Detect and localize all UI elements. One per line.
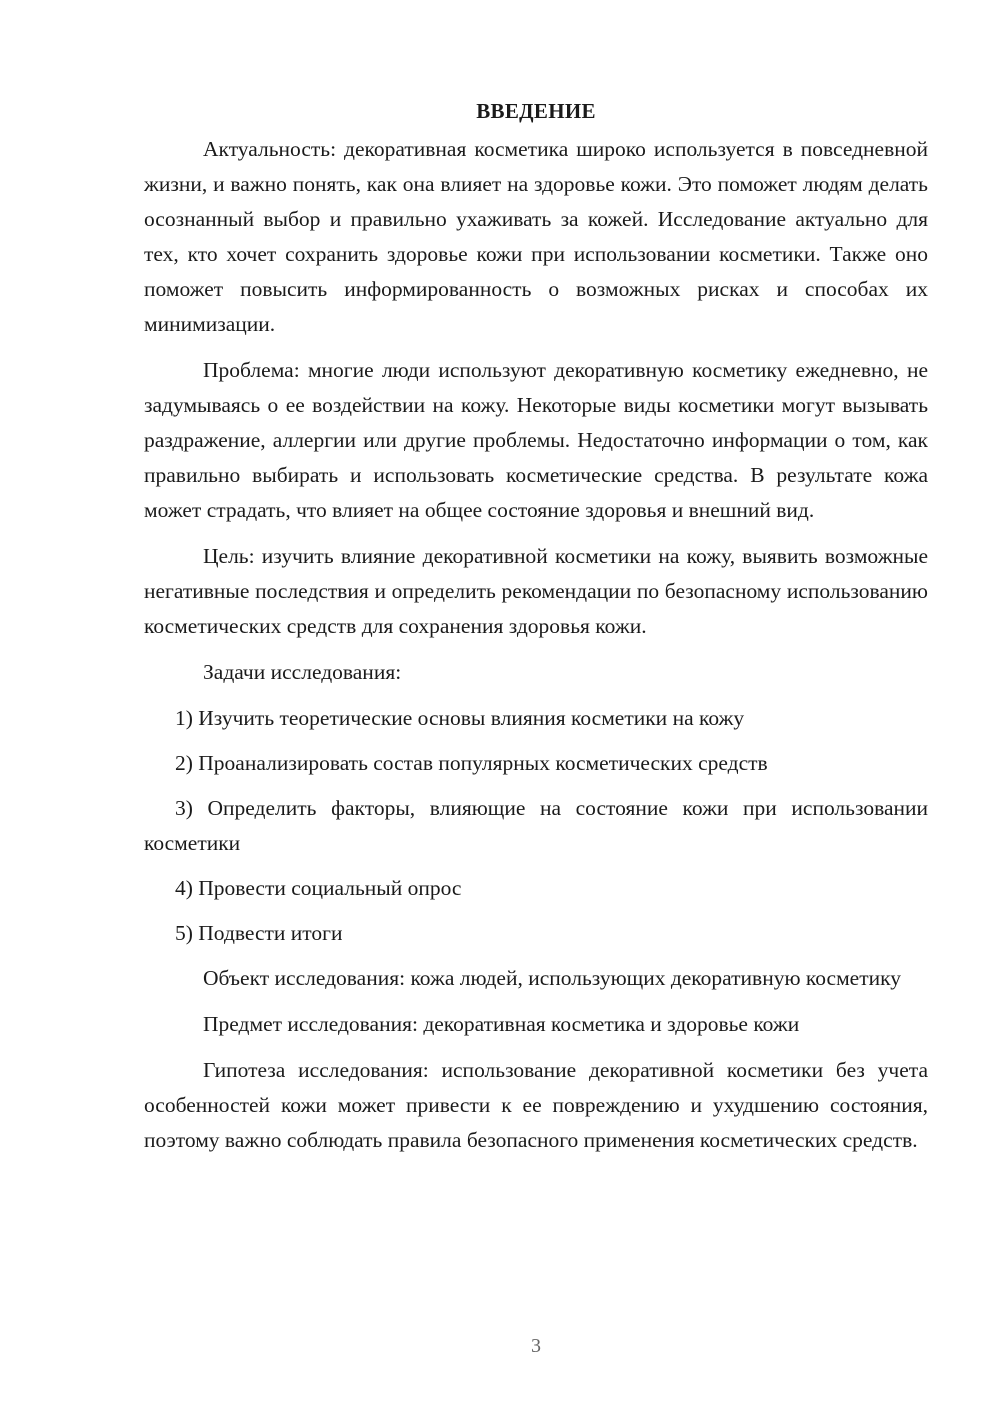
task-item-2: 2) Проанализировать состав популярных косметических средств [175,751,768,775]
tasks-heading: Задачи исследования: [203,660,402,684]
task-item-1: 1) Изучить теоретические основы влияния косметики на кожу [175,706,745,730]
paragraph-subject: Предмет исследования: декоративная косметика и здоровье кожи [203,1012,800,1036]
page-title: ВВЕДЕНИЕ [476,99,596,123]
paragraph-object: Объект исследования: кожа людей, использующих декоративную косметику [203,966,902,990]
text-column [144,90,928,1169]
paragraph-hypothesis: Гипотеза исследования: использование декоративной косметики без учета особенностей кожи может привести к ее повреждению и ухудшению состояния, поэтому важно соблюдать правила безопасного применения косметических средств. [144,1058,928,1152]
paragraph-goal: Цель: изучить влияние декоративной косметики на кожу, выявить возможные негативные последствия и определить рекомендации по безопасному использованию косметических средств для сохранения здоровья кожи. [144,544,928,638]
task-item-5: 5) Подвести итоги [175,921,343,945]
paragraph-relevance: Актуальность: декоративная косметика широко используется в повседневной жизни, и важно понять, как она влияет на здоровье кожи. Это поможет людям делать осознанный выбор и правильно ухаживать за кожей. Исследование актуально для тех, кто хочет сохранить здоровье кожи при использовании косметики. Также оно поможет повысить информированность о возможных рисках и способах их минимизации. [144,137,928,336]
paragraph-problem: Проблема: многие люди используют декоративную косметику ежедневно, не задумываясь о ее воздействии на кожу. Некоторые виды косметики могут вызывать раздражение, аллергии или другие проблемы. Недостаточно информации о том, как правильно выбирать и использовать косметические средства. В результате кожа может страдать, что влияет на общее состояние здоровья и внешний вид. [144,358,928,522]
page-number: 3 [531,1335,541,1357]
task-item-3: 3) Определить факторы, влияющие на состояние кожи при использовании косметики [144,796,928,855]
task-item-4: 4) Провести социальный опрос [175,876,462,900]
